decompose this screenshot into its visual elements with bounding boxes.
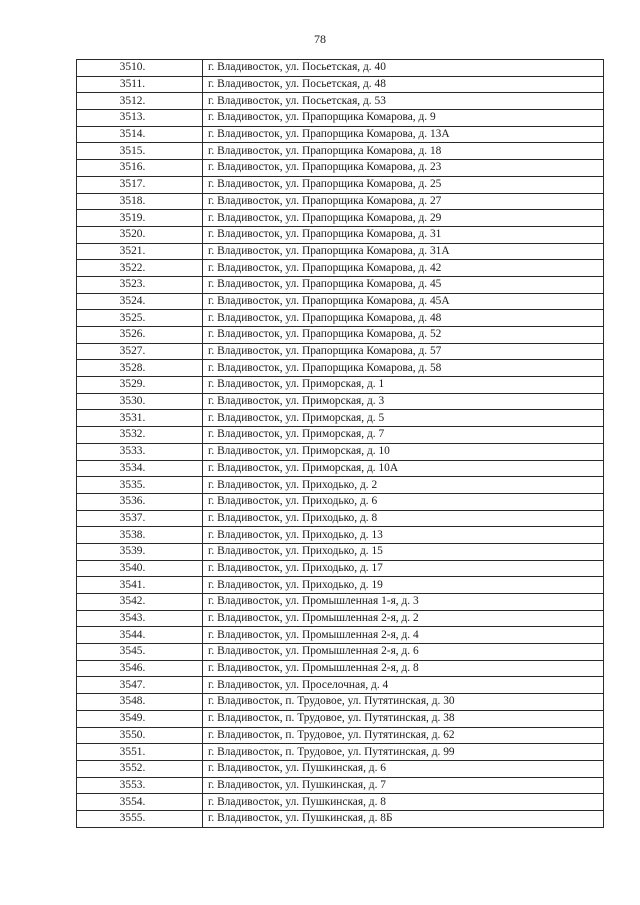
row-number: 3510. bbox=[77, 60, 203, 77]
table-row bbox=[77, 677, 604, 694]
row-address: г. Владивосток, ул. Прапорщика Комарова, д. 52 bbox=[203, 327, 604, 344]
row-number: 3554. bbox=[77, 794, 203, 811]
row-number: 3550. bbox=[77, 727, 203, 744]
table-row bbox=[77, 143, 604, 160]
row-address: г. Владивосток, ул. Прапорщика Комарова, д. 42 bbox=[203, 260, 604, 277]
row-number: 3543. bbox=[77, 610, 203, 627]
row-number: 3528. bbox=[77, 360, 203, 377]
table-row bbox=[77, 327, 604, 344]
table-row bbox=[77, 694, 604, 711]
row-number: 3541. bbox=[77, 577, 203, 594]
row-number: 3533. bbox=[77, 443, 203, 460]
table-row bbox=[77, 510, 604, 527]
row-number: 3532. bbox=[77, 427, 203, 444]
table-row bbox=[77, 60, 604, 77]
row-address: г. Владивосток, ул. Прапорщика Комарова, д. 57 bbox=[203, 343, 604, 360]
row-address: г. Владивосток, ул. Прапорщика Комарова, д. 29 bbox=[203, 210, 604, 227]
row-number: 3547. bbox=[77, 677, 203, 694]
table-row bbox=[77, 477, 604, 494]
row-number: 3521. bbox=[77, 243, 203, 260]
table-row bbox=[77, 460, 604, 477]
table-row bbox=[77, 260, 604, 277]
row-address: г. Владивосток, ул. Приморская, д. 7 bbox=[203, 427, 604, 444]
table-row bbox=[77, 810, 604, 827]
row-address: г. Владивосток, ул. Приходько, д. 8 bbox=[203, 510, 604, 527]
row-address: г. Владивосток, ул. Прапорщика Комарова, д. 48 bbox=[203, 310, 604, 327]
table-row bbox=[77, 644, 604, 661]
row-number: 3537. bbox=[77, 510, 203, 527]
row-address: г. Владивосток, ул. Прапорщика Комарова, д. 18 bbox=[203, 143, 604, 160]
table-row bbox=[77, 160, 604, 177]
row-number: 3515. bbox=[77, 143, 203, 160]
row-number: 3526. bbox=[77, 327, 203, 344]
table-row bbox=[77, 577, 604, 594]
row-address: г. Владивосток, ул. Приморская, д. 3 bbox=[203, 393, 604, 410]
row-address: г. Владивосток, ул. Приходько, д. 15 bbox=[203, 543, 604, 560]
table-row bbox=[77, 193, 604, 210]
row-number: 3522. bbox=[77, 260, 203, 277]
row-address: г. Владивосток, ул. Прапорщика Комарова, д. 23 bbox=[203, 160, 604, 177]
address-table-body bbox=[77, 60, 604, 828]
row-number: 3511. bbox=[77, 76, 203, 93]
row-number: 3553. bbox=[77, 777, 203, 794]
table-row bbox=[77, 243, 604, 260]
table-row bbox=[77, 660, 604, 677]
table-row bbox=[77, 360, 604, 377]
row-address: г. Владивосток, ул. Приходько, д. 13 bbox=[203, 527, 604, 544]
row-number: 3548. bbox=[77, 694, 203, 711]
row-number: 3512. bbox=[77, 93, 203, 110]
row-address: г. Владивосток, ул. Прапорщика Комарова, д. 31А bbox=[203, 243, 604, 260]
row-number: 3524. bbox=[77, 293, 203, 310]
row-number: 3525. bbox=[77, 310, 203, 327]
table-row bbox=[77, 744, 604, 761]
row-address: г. Владивосток, ул. Пушкинская, д. 7 bbox=[203, 777, 604, 794]
table-row bbox=[77, 293, 604, 310]
table-row bbox=[77, 777, 604, 794]
row-number: 3529. bbox=[77, 377, 203, 394]
row-address: г. Владивосток, ул. Пушкинская, д. 6 bbox=[203, 760, 604, 777]
row-address: г. Владивосток, ул. Приходько, д. 6 bbox=[203, 493, 604, 510]
table-row bbox=[77, 126, 604, 143]
page-number: 78 bbox=[314, 32, 326, 46]
row-address: г. Владивосток, ул. Прапорщика Комарова, д. 45 bbox=[203, 276, 604, 293]
table-row bbox=[77, 93, 604, 110]
table-row bbox=[77, 427, 604, 444]
row-number: 3527. bbox=[77, 343, 203, 360]
row-address: г. Владивосток, ул. Промышленная 2-я, д. 4 bbox=[203, 627, 604, 644]
row-number: 3546. bbox=[77, 660, 203, 677]
row-address: г. Владивосток, ул. Приморская, д. 10 bbox=[203, 443, 604, 460]
table-row bbox=[77, 443, 604, 460]
row-address: г. Владивосток, ул. Посьетская, д. 48 bbox=[203, 76, 604, 93]
row-number: 3531. bbox=[77, 410, 203, 427]
row-number: 3552. bbox=[77, 760, 203, 777]
row-address: г. Владивосток, ул. Приходько, д. 19 bbox=[203, 577, 604, 594]
table-row bbox=[77, 594, 604, 611]
row-address: г. Владивосток, ул. Приходько, д. 17 bbox=[203, 560, 604, 577]
row-address: г. Владивосток, п. Трудовое, ул. Путятинская, д. 62 bbox=[203, 727, 604, 744]
row-address: г. Владивосток, ул. Прапорщика Комарова, д. 31 bbox=[203, 226, 604, 243]
table-row bbox=[77, 76, 604, 93]
table-row bbox=[77, 710, 604, 727]
table-row bbox=[77, 627, 604, 644]
row-address: г. Владивосток, п. Трудовое, ул. Путятинская, д. 99 bbox=[203, 744, 604, 761]
table-row bbox=[77, 176, 604, 193]
row-number: 3523. bbox=[77, 276, 203, 293]
row-address: г. Владивосток, ул. Промышленная 2-я, д. 6 bbox=[203, 644, 604, 661]
row-number: 3518. bbox=[77, 193, 203, 210]
row-address: г. Владивосток, ул. Посьетская, д. 53 bbox=[203, 93, 604, 110]
table-row bbox=[77, 310, 604, 327]
row-address: г. Владивосток, ул. Проселочная, д. 4 bbox=[203, 677, 604, 694]
table-row bbox=[77, 377, 604, 394]
row-address: г. Владивосток, ул. Прапорщика Комарова, д. 25 bbox=[203, 176, 604, 193]
table-row bbox=[77, 560, 604, 577]
row-number: 3535. bbox=[77, 477, 203, 494]
row-address: г. Владивосток, ул. Прапорщика Комарова, д. 9 bbox=[203, 110, 604, 127]
table-row bbox=[77, 393, 604, 410]
table-row bbox=[77, 527, 604, 544]
row-number: 3517. bbox=[77, 176, 203, 193]
row-number: 3536. bbox=[77, 493, 203, 510]
table-row bbox=[77, 760, 604, 777]
row-number: 3530. bbox=[77, 393, 203, 410]
row-number: 3551. bbox=[77, 744, 203, 761]
address-table bbox=[76, 59, 604, 828]
row-number: 3520. bbox=[77, 226, 203, 243]
row-address: г. Владивосток, п. Трудовое, ул. Путятинская, д. 38 bbox=[203, 710, 604, 727]
row-address: г. Владивосток, ул. Приморская, д. 1 bbox=[203, 377, 604, 394]
table-row bbox=[77, 276, 604, 293]
row-address: г. Владивосток, ул. Приморская, д. 10А bbox=[203, 460, 604, 477]
row-number: 3519. bbox=[77, 210, 203, 227]
row-address: г. Владивосток, ул. Промышленная 2-я, д. 2 bbox=[203, 610, 604, 627]
row-address: г. Владивосток, ул. Посьетская, д. 40 bbox=[203, 60, 604, 77]
row-address: г. Владивосток, ул. Пушкинская, д. 8 bbox=[203, 794, 604, 811]
row-address: г. Владивосток, ул. Промышленная 2-я, д. 8 bbox=[203, 660, 604, 677]
row-number: 3544. bbox=[77, 627, 203, 644]
row-number: 3513. bbox=[77, 110, 203, 127]
row-number: 3516. bbox=[77, 160, 203, 177]
table-row bbox=[77, 610, 604, 627]
row-address: г. Владивосток, ул. Прапорщика Комарова, д. 45А bbox=[203, 293, 604, 310]
table-row bbox=[77, 794, 604, 811]
row-number: 3534. bbox=[77, 460, 203, 477]
row-address: г. Владивосток, ул. Приморская, д. 5 bbox=[203, 410, 604, 427]
row-number: 3540. bbox=[77, 560, 203, 577]
table-row bbox=[77, 210, 604, 227]
table-row bbox=[77, 493, 604, 510]
table-row bbox=[77, 410, 604, 427]
row-address: г. Владивосток, ул. Промышленная 1-я, д. 3 bbox=[203, 594, 604, 611]
row-number: 3514. bbox=[77, 126, 203, 143]
row-address: г. Владивосток, ул. Приходько, д. 2 bbox=[203, 477, 604, 494]
row-address: г. Владивосток, ул. Прапорщика Комарова, д. 58 bbox=[203, 360, 604, 377]
row-address: г. Владивосток, ул. Пушкинская, д. 8Б bbox=[203, 810, 604, 827]
row-number: 3549. bbox=[77, 710, 203, 727]
table-row bbox=[77, 110, 604, 127]
row-number: 3555. bbox=[77, 810, 203, 827]
table-row bbox=[77, 226, 604, 243]
row-address: г. Владивосток, ул. Прапорщика Комарова, д. 27 bbox=[203, 193, 604, 210]
row-number: 3539. bbox=[77, 543, 203, 560]
table-row bbox=[77, 343, 604, 360]
row-number: 3538. bbox=[77, 527, 203, 544]
row-address: г. Владивосток, ул. Прапорщика Комарова, д. 13А bbox=[203, 126, 604, 143]
table-row bbox=[77, 543, 604, 560]
row-number: 3542. bbox=[77, 594, 203, 611]
table-row bbox=[77, 727, 604, 744]
row-address: г. Владивосток, п. Трудовое, ул. Путятинская, д. 30 bbox=[203, 694, 604, 711]
row-number: 3545. bbox=[77, 644, 203, 661]
